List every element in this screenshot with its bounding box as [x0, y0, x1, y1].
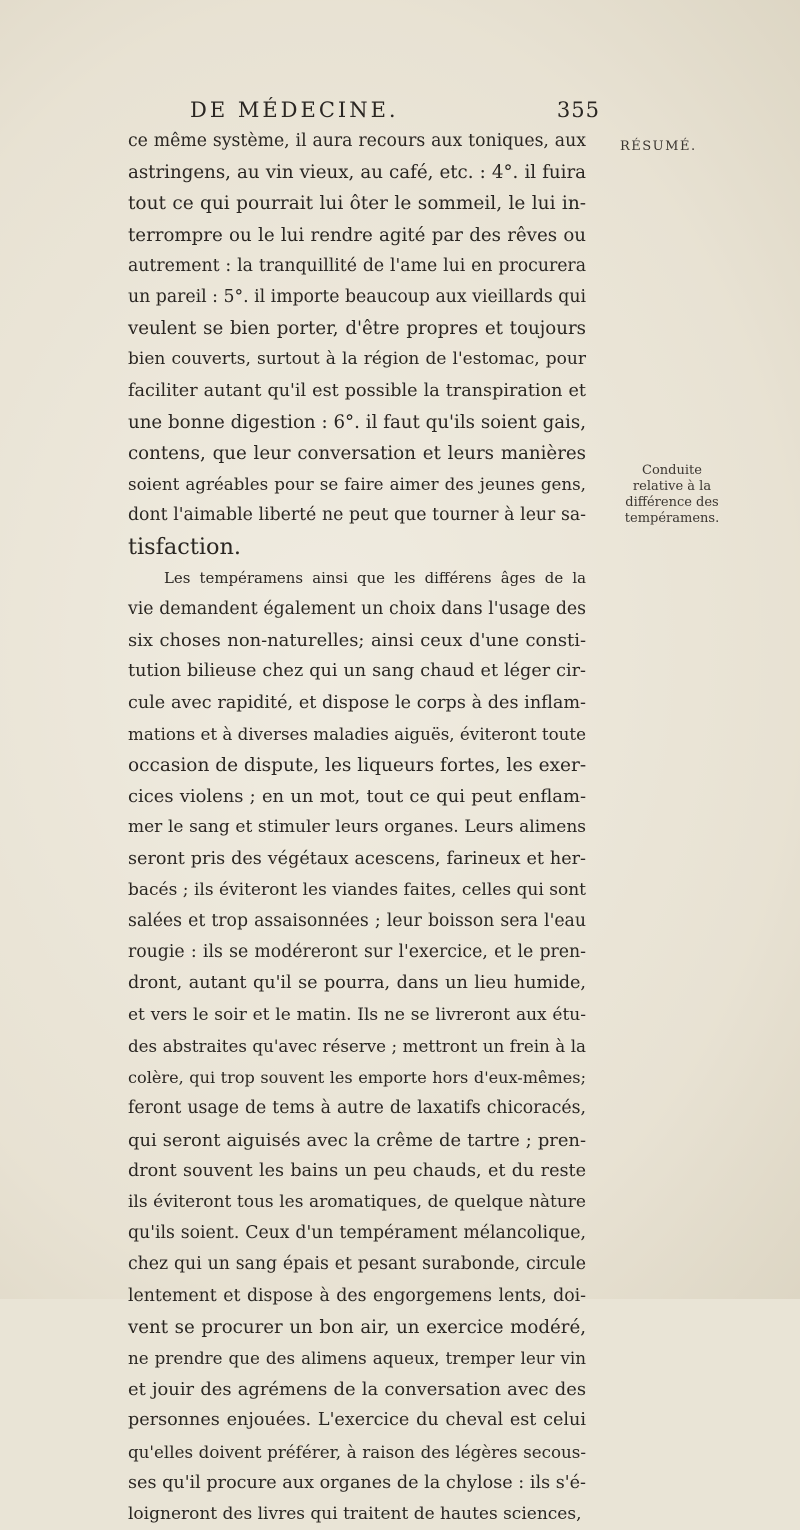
text-line: mer le sang et stimuler leurs organes. Leurs alimens — [128, 817, 586, 838]
text-line: dront, autant qu'il se pourra, dans un lieu humide, — [128, 973, 586, 994]
margin-note-line: tempéramens. — [624, 511, 720, 526]
text-line: cices violens ; en un mot, tout ce qui peut enflam- — [128, 786, 586, 808]
page-number: 355 — [556, 98, 600, 122]
text-line: qu'elles doivent préférer, à raison des légères secous- — [128, 1441, 586, 1462]
text-line: et jouir des agrémens de la conversation avec des — [128, 1379, 586, 1401]
text-line: tisfaction. — [128, 533, 242, 560]
text-line: terrompre ou le lui rendre agité par des rêves ou — [128, 224, 586, 246]
text-line: personnes enjouées. L'exercice du cheval est celui — [128, 1410, 586, 1431]
running-header — [190, 98, 600, 122]
text-line: ses qu'il procure aux organes de la chylose : ils s'é- — [128, 1472, 586, 1493]
text-line: soient agréables pour se faire aimer des jeunes gens, — [128, 474, 586, 495]
margin-note-line: Conduite — [642, 463, 702, 478]
text-line: ce même système, il aura recours aux toniques, aux — [128, 131, 586, 151]
text-line: ne prendre que des alimens aqueux, tremper leur vin — [128, 1347, 586, 1368]
text-line: dont l'aimable liberté ne peut que tourner à leur sa- — [128, 505, 586, 526]
text-line: un pareil : 5°. il importe beaucoup aux vieillards qui — [128, 287, 586, 308]
text-line: chez qui un sang épais et pesant surabonde, circule — [128, 1254, 586, 1275]
text-line: faciliter autant qu'il est possible la transpiration et — [128, 380, 586, 401]
margin-note-line: différence des — [625, 495, 719, 510]
text-line: vent se procurer un bon air, un exercice modéré, — [128, 1316, 586, 1338]
text-line: seront pris des végétaux acescens, farineux et her- — [128, 848, 586, 869]
text-line: colère, qui trop souvent les emporte hors d'eux-mêmes; — [128, 1068, 586, 1088]
text-line: feront usage de tems à autre de laxatifs chicoracés, — [128, 1098, 586, 1119]
text-line: rougie : ils se modéreront sur l'exercice, et le pren- — [128, 942, 586, 963]
text-line: Les tempéramens ainsi que les différens âges de la — [164, 568, 586, 587]
text-line: bien couverts, surtout à la région de l'estomac, pour — [128, 349, 586, 370]
text-line: lentement et dispose à des engorgemens lents, doi- — [128, 1285, 586, 1306]
text-line: astringens, au vin vieux, au café, etc. : 4°. il fuira — [128, 162, 586, 184]
text-line: mations et à diverses maladies aiguës, éviteront toute — [128, 723, 586, 744]
text-line: veulent se bien porter, d'être propres et toujours — [128, 318, 586, 340]
text-line: salées et trop assaisonnées ; leur boisson sera l'eau — [128, 911, 586, 932]
text-line: bacés ; ils éviteront les viandes faites, celles qui sont — [128, 879, 586, 900]
text-line: qu'ils soient. Ceux d'un tempérament mélancolique, — [128, 1223, 586, 1244]
text-line: une bonne digestion : 6°. il faut qu'ils soient gais, — [128, 411, 586, 433]
text-line: vie demandent également un choix dans l'usage des — [128, 599, 586, 620]
text-line: autrement : la tranquillité de l'ame lui en procurera — [128, 255, 586, 276]
margin-note-resume: RÉSUMÉ. — [620, 139, 697, 154]
margin-note-conduite — [617, 463, 727, 527]
text-line: tution bilieuse chez qui un sang chaud et léger cir- — [128, 661, 586, 682]
header-title: DE MÉDECINE. — [190, 98, 399, 122]
text-line: cule avec rapidité, et dispose le corps à des inflam- — [128, 692, 586, 713]
text-line: des abstraites qu'avec réserve ; mettront un frein à la — [128, 1035, 586, 1056]
text-line: qui seront aiguisés avec la crême de tartre ; pren- — [128, 1129, 586, 1151]
text-line: occasion de dispute, les liqueurs fortes, les exer- — [128, 755, 587, 777]
margin-note-line: relative à la — [632, 479, 712, 494]
text-line: dront souvent les bains un peu chauds, et du reste — [128, 1160, 586, 1181]
text-line: ils éviteront tous les aromatiques, de quelque nàture — [128, 1191, 586, 1212]
text-line: et vers le soir et le matin. Ils ne se livreront aux étu- — [128, 1004, 586, 1025]
text-line: tout ce qui pourrait lui ôter le sommeil, le lui in- — [128, 193, 586, 215]
body-text — [128, 126, 586, 1530]
text-line: contens, que leur conversation et leurs manières — [128, 443, 586, 465]
text-line: loigneront des livres qui traitent de hautes sciences, — [128, 1503, 582, 1524]
text-line: six choses non-naturelles; ainsi ceux d'une consti- — [128, 630, 586, 652]
